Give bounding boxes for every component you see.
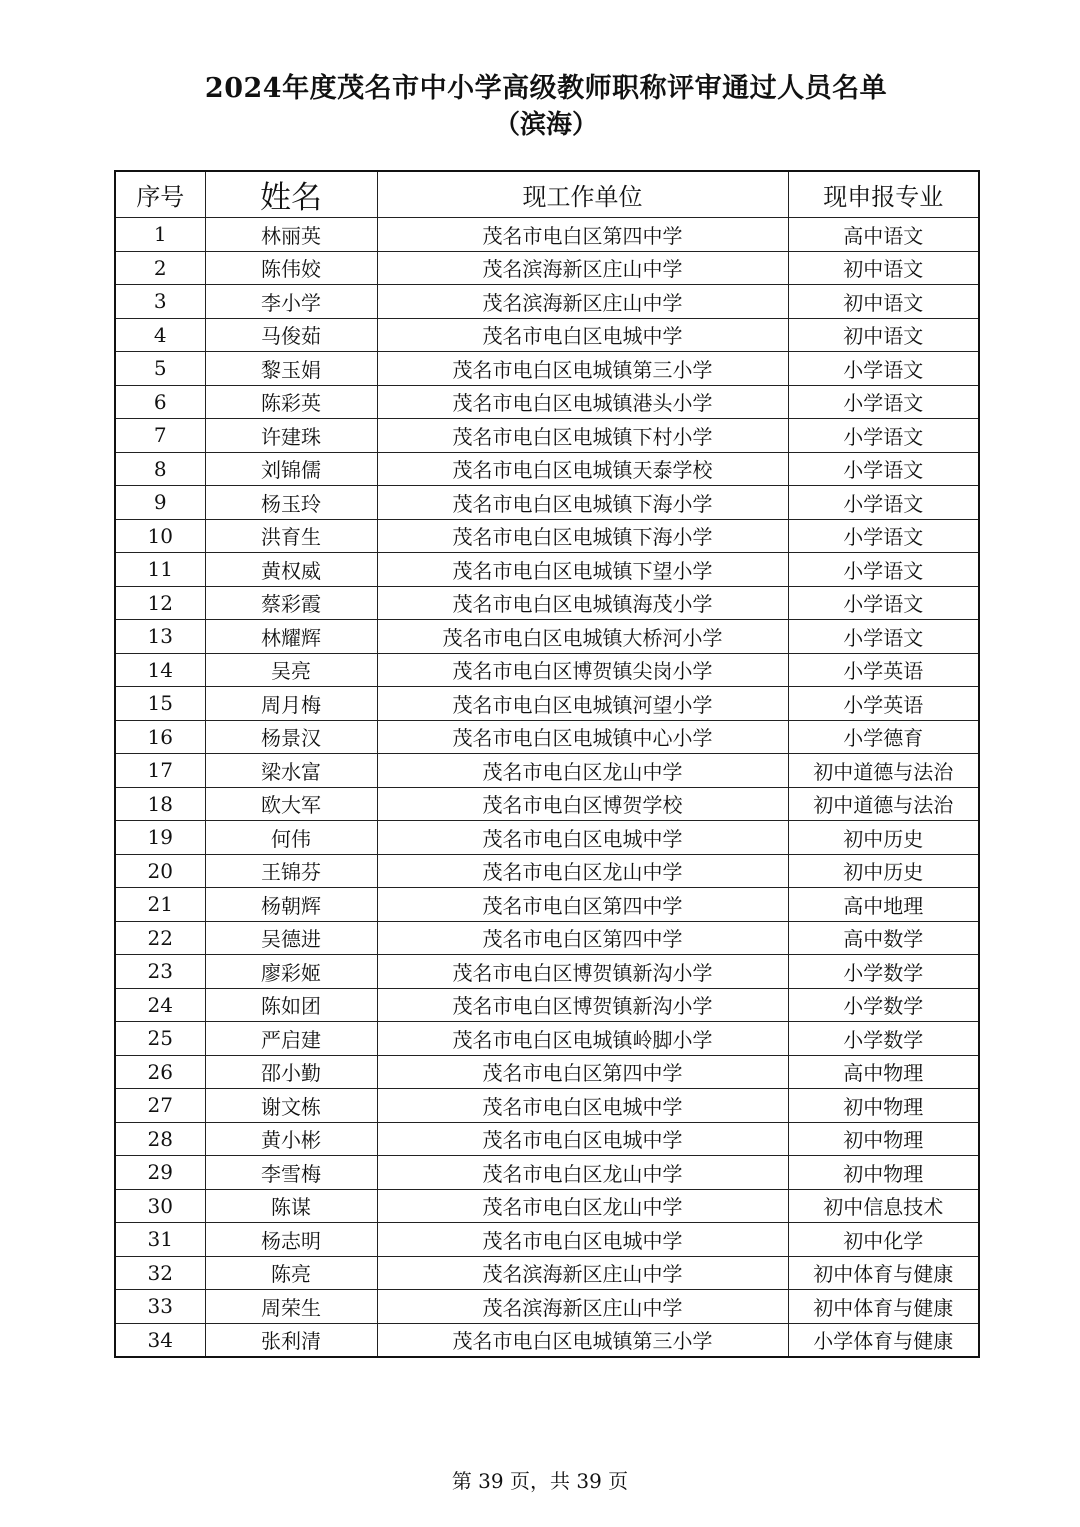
- cell-major: 小学德育: [788, 720, 979, 754]
- cell-unit: 茂名市电白区电城镇第三小学: [377, 1323, 788, 1357]
- table-row: [115, 318, 979, 352]
- cell-major: 初中体育与健康: [788, 1256, 979, 1290]
- cell-major: 小学语文: [788, 553, 979, 587]
- header-major: 现申报专业: [788, 171, 979, 218]
- cell-unit: 茂名市电白区博贺镇新沟小学: [377, 955, 788, 989]
- cell-name: 何伟: [205, 821, 377, 855]
- cell-unit: 茂名市电白区龙山中学: [377, 1189, 788, 1223]
- cell-unit: 茂名市电白区龙山中学: [377, 1156, 788, 1190]
- table-row: [115, 1223, 979, 1257]
- cell-index: 26: [115, 1055, 205, 1089]
- cell-index: 5: [115, 352, 205, 386]
- cell-name: 杨景汉: [205, 720, 377, 754]
- cell-unit: 茂名市电白区龙山中学: [377, 754, 788, 788]
- cell-unit: 茂名市电白区电城镇大桥河小学: [377, 620, 788, 654]
- table-row: [115, 519, 979, 553]
- cell-index: 27: [115, 1089, 205, 1123]
- cell-index: 7: [115, 419, 205, 453]
- cell-index: 6: [115, 385, 205, 419]
- cell-major: 初中历史: [788, 821, 979, 855]
- cell-name: 周荣生: [205, 1290, 377, 1324]
- cell-index: 22: [115, 921, 205, 955]
- cell-index: 28: [115, 1122, 205, 1156]
- cell-name: 王锦芬: [205, 854, 377, 888]
- cell-index: 16: [115, 720, 205, 754]
- cell-name: 蔡彩霞: [205, 586, 377, 620]
- cell-major: 小学语文: [788, 452, 979, 486]
- header-name: 姓名: [205, 171, 377, 218]
- cell-major: 初中道德与法治: [788, 787, 979, 821]
- cell-name: 陈亮: [205, 1256, 377, 1290]
- table-row: [115, 854, 979, 888]
- cell-major: 初中化学: [788, 1223, 979, 1257]
- cell-name: 周月梅: [205, 687, 377, 721]
- cell-index: 23: [115, 955, 205, 989]
- cell-index: 1: [115, 218, 205, 252]
- cell-major: 小学数学: [788, 1022, 979, 1056]
- cell-index: 20: [115, 854, 205, 888]
- cell-major: 初中体育与健康: [788, 1290, 979, 1324]
- cell-unit: 茂名市电白区电城镇下海小学: [377, 519, 788, 553]
- cell-major: 高中地理: [788, 888, 979, 922]
- table-row: [115, 620, 979, 654]
- table-row: [115, 1156, 979, 1190]
- cell-name: 梁水富: [205, 754, 377, 788]
- document-subtitle: （滨海）: [493, 110, 598, 140]
- cell-index: 33: [115, 1290, 205, 1324]
- cell-index: 12: [115, 586, 205, 620]
- cell-unit: 茂名市电白区电城镇岭脚小学: [377, 1022, 788, 1056]
- cell-index: 13: [115, 620, 205, 654]
- cell-major: 小学语文: [788, 419, 979, 453]
- cell-index: 32: [115, 1256, 205, 1290]
- table-row: [115, 251, 979, 285]
- cell-unit: 茂名市电白区电城镇港头小学: [377, 385, 788, 419]
- cell-major: 初中历史: [788, 854, 979, 888]
- cell-index: 34: [115, 1323, 205, 1357]
- cell-unit: 茂名市电白区电城镇下海小学: [377, 486, 788, 520]
- cell-unit: 茂名市电白区电城镇河望小学: [377, 687, 788, 721]
- cell-index: 11: [115, 553, 205, 587]
- cell-unit: 茂名市电白区电城中学: [377, 821, 788, 855]
- cell-index: 21: [115, 888, 205, 922]
- cell-major: 高中数学: [788, 921, 979, 955]
- cell-index: 10: [115, 519, 205, 553]
- cell-major: 小学语文: [788, 486, 979, 520]
- cell-unit: 茂名市电白区第四中学: [377, 888, 788, 922]
- table-row: [115, 1189, 979, 1223]
- header-unit: 现工作单位: [377, 171, 788, 218]
- cell-index: 29: [115, 1156, 205, 1190]
- table-row: [115, 452, 979, 486]
- cell-major: 小学数学: [788, 988, 979, 1022]
- table-row: [115, 1256, 979, 1290]
- cell-name: 陈彩英: [205, 385, 377, 419]
- cell-name: 黎玉娟: [205, 352, 377, 386]
- table-row: [115, 653, 979, 687]
- cell-unit: 茂名市电白区电城镇天泰学校: [377, 452, 788, 486]
- cell-index: 25: [115, 1022, 205, 1056]
- cell-unit: 茂名市电白区第四中学: [377, 1055, 788, 1089]
- cell-name: 陈如团: [205, 988, 377, 1022]
- table-body: [115, 218, 979, 1358]
- cell-unit: 茂名市电白区电城中学: [377, 1089, 788, 1123]
- cell-major: 小学语文: [788, 385, 979, 419]
- cell-name: 马俊茹: [205, 318, 377, 352]
- table-row: [115, 955, 979, 989]
- cell-major: 小学语文: [788, 352, 979, 386]
- cell-unit: 茂名市电白区博贺镇尖岗小学: [377, 653, 788, 687]
- cell-unit: 茂名市电白区第四中学: [377, 218, 788, 252]
- cell-major: 小学语文: [788, 586, 979, 620]
- table-row: [115, 1323, 979, 1357]
- cell-index: 18: [115, 787, 205, 821]
- cell-unit: 茂名滨海新区庄山中学: [377, 1256, 788, 1290]
- cell-unit: 茂名市电白区电城中学: [377, 318, 788, 352]
- cell-index: 15: [115, 687, 205, 721]
- table-row: [115, 1022, 979, 1056]
- cell-index: 3: [115, 285, 205, 319]
- cell-name: 杨朝辉: [205, 888, 377, 922]
- cell-unit: 茂名市电白区博贺学校: [377, 787, 788, 821]
- cell-name: 林耀辉: [205, 620, 377, 654]
- cell-name: 陈谋: [205, 1189, 377, 1223]
- cell-unit: 茂名市电白区电城镇中心小学: [377, 720, 788, 754]
- cell-name: 廖彩姬: [205, 955, 377, 989]
- cell-major: 高中语文: [788, 218, 979, 252]
- table-row: [115, 1055, 979, 1089]
- table-row: [115, 1089, 979, 1123]
- cell-unit: 茂名市电白区电城镇下望小学: [377, 553, 788, 587]
- table-row: [115, 787, 979, 821]
- header-index: 序号: [115, 171, 205, 218]
- cell-unit: 茂名市电白区第四中学: [377, 921, 788, 955]
- cell-name: 谢文栋: [205, 1089, 377, 1123]
- cell-name: 严启建: [205, 1022, 377, 1056]
- cell-index: 24: [115, 988, 205, 1022]
- table-row: [115, 553, 979, 587]
- table-row: [115, 419, 979, 453]
- cell-index: 17: [115, 754, 205, 788]
- table-row: [115, 921, 979, 955]
- table-header-row: [115, 171, 979, 218]
- cell-name: 欧大军: [205, 787, 377, 821]
- cell-major: 小学体育与健康: [788, 1323, 979, 1357]
- cell-index: 30: [115, 1189, 205, 1223]
- cell-name: 张利清: [205, 1323, 377, 1357]
- cell-name: 许建珠: [205, 419, 377, 453]
- cell-major: 初中信息技术: [788, 1189, 979, 1223]
- table-row: [115, 754, 979, 788]
- table-row: [115, 385, 979, 419]
- cell-index: 31: [115, 1223, 205, 1257]
- page-footer: 第 39 页，共 39 页: [451, 1469, 629, 1493]
- cell-name: 杨志明: [205, 1223, 377, 1257]
- table-row: [115, 687, 979, 721]
- cell-index: 9: [115, 486, 205, 520]
- cell-major: 初中物理: [788, 1156, 979, 1190]
- document-title: 2024年度茂名市中小学高级教师职称评审通过人员名单: [204, 73, 888, 104]
- table-row: [115, 586, 979, 620]
- cell-unit: 茂名市电白区电城中学: [377, 1122, 788, 1156]
- cell-major: 小学语文: [788, 620, 979, 654]
- table-row: [115, 352, 979, 386]
- cell-unit: 茂名滨海新区庄山中学: [377, 285, 788, 319]
- cell-index: 2: [115, 251, 205, 285]
- cell-major: 小学数学: [788, 955, 979, 989]
- cell-major: 初中道德与法治: [788, 754, 979, 788]
- cell-name: 刘锦儒: [205, 452, 377, 486]
- cell-name: 黄小彬: [205, 1122, 377, 1156]
- cell-major: 初中语文: [788, 318, 979, 352]
- roster-table: [114, 170, 980, 1358]
- cell-major: 初中语文: [788, 285, 979, 319]
- cell-name: 林丽英: [205, 218, 377, 252]
- table-row: [115, 888, 979, 922]
- cell-major: 初中物理: [788, 1122, 979, 1156]
- cell-major: 小学英语: [788, 687, 979, 721]
- cell-unit: 茂名滨海新区庄山中学: [377, 1290, 788, 1324]
- cell-name: 邵小勤: [205, 1055, 377, 1089]
- table-row: [115, 486, 979, 520]
- table-row: [115, 1122, 979, 1156]
- cell-name: 杨玉玲: [205, 486, 377, 520]
- cell-unit: 茂名市电白区电城镇第三小学: [377, 352, 788, 386]
- cell-major: 高中物理: [788, 1055, 979, 1089]
- cell-major: 初中物理: [788, 1089, 979, 1123]
- cell-index: 14: [115, 653, 205, 687]
- cell-unit: 茂名市电白区电城镇下村小学: [377, 419, 788, 453]
- table-row: [115, 988, 979, 1022]
- cell-unit: 茂名市电白区电城镇海茂小学: [377, 586, 788, 620]
- table-row: [115, 1290, 979, 1324]
- cell-unit: 茂名市电白区电城中学: [377, 1223, 788, 1257]
- cell-name: 吴亮: [205, 653, 377, 687]
- table-row: [115, 821, 979, 855]
- cell-major: 小学英语: [788, 653, 979, 687]
- cell-index: 8: [115, 452, 205, 486]
- table-row: [115, 218, 979, 252]
- cell-name: 吴德进: [205, 921, 377, 955]
- cell-name: 黄权威: [205, 553, 377, 587]
- table-row: [115, 285, 979, 319]
- cell-name: 陈伟姣: [205, 251, 377, 285]
- cell-major: 小学语文: [788, 519, 979, 553]
- cell-index: 19: [115, 821, 205, 855]
- cell-name: 李小学: [205, 285, 377, 319]
- cell-unit: 茂名市电白区龙山中学: [377, 854, 788, 888]
- cell-name: 洪育生: [205, 519, 377, 553]
- cell-unit: 茂名滨海新区庄山中学: [377, 251, 788, 285]
- cell-name: 李雪梅: [205, 1156, 377, 1190]
- cell-unit: 茂名市电白区博贺镇新沟小学: [377, 988, 788, 1022]
- table-row: [115, 720, 979, 754]
- cell-index: 4: [115, 318, 205, 352]
- cell-major: 初中语文: [788, 251, 979, 285]
